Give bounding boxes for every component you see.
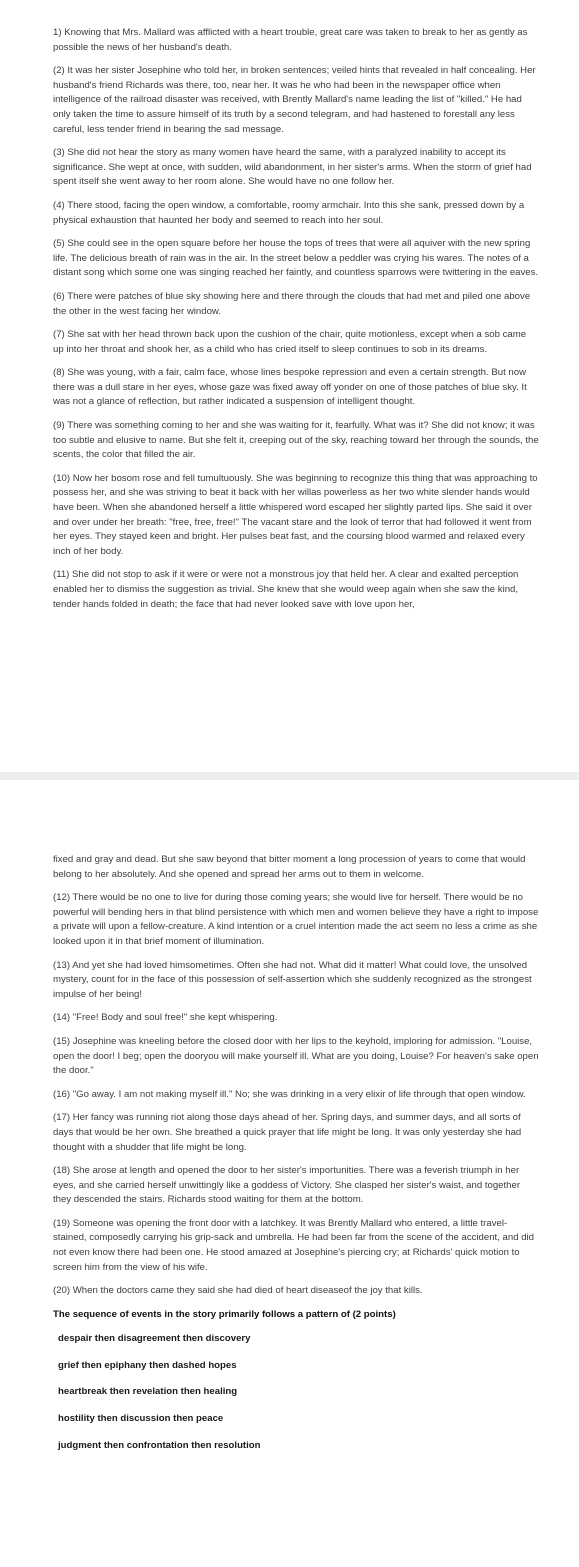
paragraph-8: (8) She was young, with a fair, calm face, whose lines bespoke repression and even a certain strength. But now there was a dull stare in her eyes, whose gaze was fixed away off yonder on one of those patches of blue sky. It was not a glance of reflection, but rather indicated a suspension of intelligent thought. xyxy=(53,367,527,408)
answer-option-c[interactable]: heartbreak then revelation then healing xyxy=(58,1386,238,1398)
paragraph-13: (13) And yet she had loved himsometimes. Often she had not. What did it matter! What could love, the unsolved mystery, count for in the face of this possession of self-assertion which she suddenly recognized as the strongest impulse of her being! xyxy=(53,959,532,1000)
paragraph-18: (18) She arose at length and opened the door to her sister's importunities. There was a feverish triumph in her eyes, and she carried herself unwittingly like a goddess of Victory. She clasped her sister's waist, and together they descended the stairs. Richards stood waiting for them at the bottom. xyxy=(53,1165,521,1206)
paragraph-11-continued: fixed and gray and dead. But she saw beyond that bitter moment a long procession of years to come that would belong to her absolutely. And she opened and spread her arms out to them in welcome. xyxy=(53,854,526,880)
paragraph-7: (7) She sat with her head thrown back upon the cushion of the chair, quite motionless, except when a sob came up into her throat and shook her, as a child who has cried itself to sleep continues to sob in its dreams. xyxy=(53,329,527,355)
paragraph-14: (14) "Free! Body and soul free!" she kept whispering. xyxy=(53,1012,278,1024)
paragraph-3: (3) She did not hear the story as many women have heard the same, with a paralyzed inability to accept its significance. She wept at once, with sudden, wild abandonment, in her sister's arms. When the storm of grief had spent itself she went away to her room alone. She would have no one follow her. xyxy=(53,147,532,188)
paragraph-10: (10) Now her bosom rose and fell tumultuously. She was beginning to recognize this thing that was approaching to possess her, and she was striving to beat it back with her willas powerless as her two white slender hands would have been. When she abandoned herself a little whispered word escaped her slightly parted lips. She said it over and over under her breath: "free, free, free!" The vacant stare and the look of terror that had followed it went from her eyes. They stayed keen and bright. Her pulses beat fast, and the coursing blood warmed and relaxed every inch of her body. xyxy=(53,472,538,557)
paragraph-2: (2) It was her sister Josephine who told her, in broken sentences; veiled hints that revealed in half concealing. Her husband's friend Richards was there, too, near her. It was he who had been in the newspaper office when intelligence of the railroad disaster was received, with Brently Mallard's name leading the list of "killed." He had only taken the time to assure himself of its truth by a second telegram, and had hastened to forestall any less careful, less tender friend in bearing the sad message. xyxy=(53,65,536,135)
paragraph-15: (15) Josephine was kneeling before the closed door with her lips to the keyhold, imploring for admission. "Louise, open the door! I beg; open the dooryou will make yourself ill. What are you doing, Louise? For heaven's sake open the door." xyxy=(53,1035,539,1077)
answer-option-a[interactable]: despair then disagreement then discovery xyxy=(58,1332,251,1344)
document-page-2 xyxy=(0,780,579,1567)
paragraph-11: (11) She did not stop to ask if it were or were not a monstrous joy that held her. A clear and exalted perception enabled her to dismiss the suggestion as trivial. She knew that she would weep again when she saw the kind, tender hands folded in death; the face that had never looked save with love upon her, xyxy=(53,569,519,610)
paragraph-12: (12) There would be no one to live for during those coming years; she would live for herself. There would be no powerful will bending hers in that blind persistence with which men and women believe they have a right to impose a private will upon a fellow-creature. A kind intention or a cruel intention made the act seem no less a crime as she looked upon it in that brief moment of illumination. xyxy=(53,892,539,947)
paragraph-19: (19) Someone was opening the front door with a latchkey. It was Brently Mallard who entered, a little travel-stained, composedly carrying his grip-sack and umbrella. He had been far from the scene of the accident, and did not even know there had been one. He stood amazed at Josephine's piercing cry; at Richards' quick motion to screen him from the view of his wife. xyxy=(53,1217,535,1273)
document-page-1 xyxy=(0,0,579,772)
paragraph-6: (6) There were patches of blue sky showing here and there through the clouds that had met and piled one above the other in the west facing her window. xyxy=(53,290,531,317)
question-prompt: The sequence of events in the story primarily follows a pattern of (2 points) xyxy=(53,1308,396,1320)
paragraph-1: 1) Knowing that Mrs. Mallard was afflicted with a heart trouble, great care was taken to break to her as gently as possible the news of her husband's death. xyxy=(53,27,528,53)
paragraph-16: (16) "Go away. I am not making myself ill." No; she was drinking in a very elixir of life through that open window. xyxy=(53,1088,526,1100)
paragraph-5: (5) She could see in the open square before her house the tops of trees that were all aquiver with the new spring life. The delicious breath of rain was in the air. In the street below a peddler was crying his wares. The notes of a distant song which some one was singing reached her faintly, and countless sparrows were twittering in the eaves. xyxy=(53,238,539,279)
paragraph-4: (4) There stood, facing the open window, a comfortable, roomy armchair. Into this she sank, pressed down by a physical exhaustion that haunted her body and seemed to reach into her soul. xyxy=(53,199,525,226)
paragraph-17: (17) Her fancy was running riot along those days ahead of her. Spring days, and summer days, and all sorts of days that would be her own. She breathed a quick prayer that life might be long. It was only yesterday she had thought with a shudder that life might be long. xyxy=(53,1112,522,1153)
page-2-content xyxy=(0,780,579,1453)
paragraph-20: (20) When the doctors came they said she had died of heart diseaseof the joy that kills. xyxy=(53,1285,423,1297)
answer-option-b[interactable]: grief then epiphany then dashed hopes xyxy=(58,1359,237,1371)
page-separator xyxy=(0,772,579,780)
answer-options xyxy=(53,1332,539,1453)
paragraph-9: (9) There was something coming to her and she was waiting for it, fearfully. What was it? She did not know; it was too subtle and elusive to name. But she felt it, creeping out of the sky, reaching toward her through the sounds, the scents, the color that filled the air. xyxy=(53,420,539,461)
answer-option-e[interactable]: judgment then confrontation then resolution xyxy=(58,1440,261,1452)
page-1-content xyxy=(0,0,579,612)
answer-option-d[interactable]: hostility then discussion then peace xyxy=(58,1413,224,1425)
